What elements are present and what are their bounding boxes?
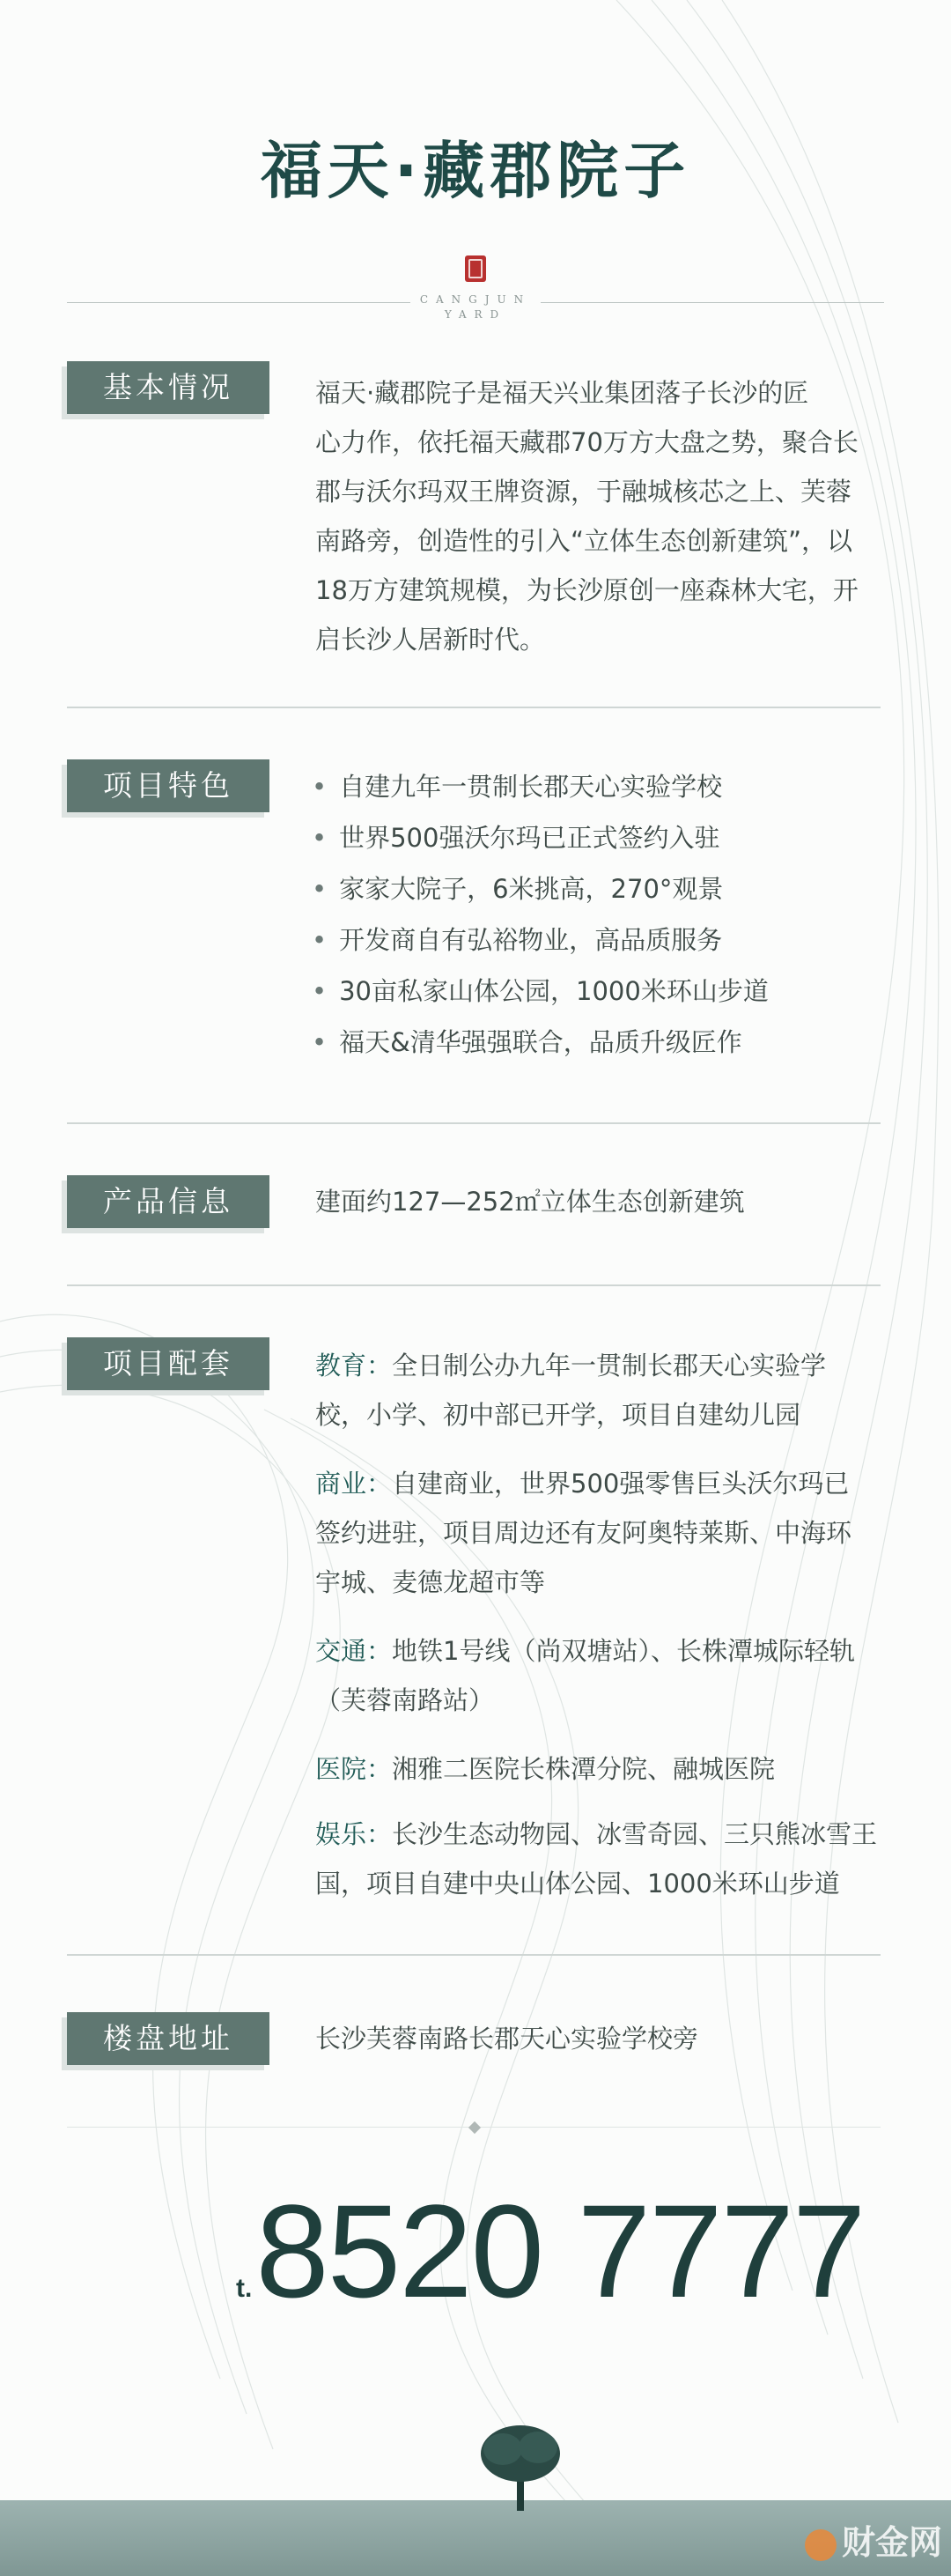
facility-text: 自建商业，世界500强零售巨头沃尔玛已 xyxy=(392,1469,850,1499)
feature-item xyxy=(312,863,893,914)
facility-text: 地铁1号线（尚双塘站）、长株潭城际轻轨 xyxy=(392,1636,855,1666)
section-tag-product: 产品信息 xyxy=(67,1175,269,1228)
phone-digits: 8520 7777 xyxy=(255,2177,865,2325)
bullet-dot-icon: • xyxy=(312,1027,328,1057)
page-title: 福天·藏郡院子 xyxy=(260,135,691,207)
facility-label: 教育： xyxy=(315,1351,393,1381)
section-tag-facilities: 项目配套 xyxy=(67,1337,269,1390)
basic-line: 心力作，依托福天藏郡70万方大盘之势，聚合长 xyxy=(315,427,859,457)
feature-text: 家家大院子，6米挑高，270°观景 xyxy=(339,874,724,904)
feature-item xyxy=(312,812,893,863)
feature-item xyxy=(312,761,893,812)
facility-text: （芙蓉南路站） xyxy=(315,1685,495,1715)
features-list xyxy=(312,761,893,1068)
feature-text: 自建九年一贯制长郡天心实验学校 xyxy=(339,772,723,802)
tree-icon xyxy=(476,2414,564,2520)
basic-line: 启长沙人居新时代。 xyxy=(315,625,546,655)
address-text: 长沙芙蓉南路长郡天心实验学校旁 xyxy=(315,2024,699,2054)
facility-traffic xyxy=(315,1626,896,1725)
facility-education xyxy=(315,1341,896,1440)
facility-hospital xyxy=(315,1744,896,1794)
facility-commerce xyxy=(315,1459,896,1607)
facility-text: 湘雅二医院长株潭分院、融城医院 xyxy=(392,1754,776,1784)
facility-text: 国，项目自建中央山体公园、1000米环山步道 xyxy=(315,1869,840,1899)
section-divider xyxy=(67,707,881,708)
bullet-dot-icon: • xyxy=(312,874,328,904)
watermark-text: 财金网 xyxy=(841,2523,942,2562)
bullet-dot-icon: • xyxy=(312,976,328,1006)
section-tag-address: 楼盘地址 xyxy=(67,2012,269,2065)
facility-text: 签约进驻，项目周边还有友阿奥特莱斯、中海环 xyxy=(315,1518,852,1548)
basic-line: 南路旁，创造性的引入“立体生态创新建筑”，以 xyxy=(315,526,853,556)
facility-label: 商业： xyxy=(315,1469,393,1499)
facility-entertainment xyxy=(315,1810,896,1908)
facility-label: 娱乐： xyxy=(315,1819,393,1849)
bullet-dot-icon: • xyxy=(312,772,328,802)
feature-item xyxy=(312,966,893,1017)
feature-text: 世界500强沃尔玛已正式签约入驻 xyxy=(339,823,720,853)
feature-text: 福天&清华强强联合，品质升级匠作 xyxy=(339,1027,742,1057)
bullet-dot-icon: • xyxy=(312,925,328,955)
section-tag-basic: 基本情况 xyxy=(67,361,269,414)
facility-text: 全日制公办九年一贯制长郡天心实验学 xyxy=(392,1351,827,1381)
feature-text: 30亩私家山体公园，1000米环山步道 xyxy=(339,976,769,1006)
product-info-text: 建面约127—252㎡立体生态创新建筑 xyxy=(315,1187,745,1217)
facility-text: 宇城、麦德龙超市等 xyxy=(315,1567,546,1597)
facility-label: 交通： xyxy=(315,1636,393,1666)
brand-english-line1: CANGJUN xyxy=(419,293,532,306)
section-divider xyxy=(67,1284,881,1286)
watermark-logo-icon xyxy=(805,2529,837,2561)
basic-line: 郡与沃尔玛双王牌资源，于融城核芯之上、芙蓉 xyxy=(315,477,852,507)
facility-label: 医院： xyxy=(315,1754,393,1784)
section-divider xyxy=(67,1954,881,1956)
feature-text: 开发商自有弘裕物业，高品质服务 xyxy=(339,925,723,955)
seal-stamp-icon xyxy=(465,255,486,282)
section-divider xyxy=(67,1122,881,1124)
feature-item xyxy=(312,1017,893,1068)
basic-line: 18万方建筑规模，为长沙原创一座森林大宅，开 xyxy=(315,575,859,605)
feature-item xyxy=(312,914,893,966)
phone-number xyxy=(236,2176,864,2326)
watermark xyxy=(805,2515,942,2564)
bullet-dot-icon: • xyxy=(312,823,328,853)
facility-text: 校，小学、初中部已开学，项目自建幼儿园 xyxy=(315,1400,801,1430)
phone-prefix: t. xyxy=(236,2274,253,2303)
section-tag-features: 项目特色 xyxy=(67,759,269,812)
brand-english-line2: YARD xyxy=(444,308,507,321)
facility-text: 长沙生态动物园、冰雪奇园、三只熊冰雪王 xyxy=(392,1819,878,1849)
basic-paragraph xyxy=(315,368,888,664)
basic-line: 福天·藏郡院子是福天兴业集团落子长沙的匠 xyxy=(315,378,809,408)
